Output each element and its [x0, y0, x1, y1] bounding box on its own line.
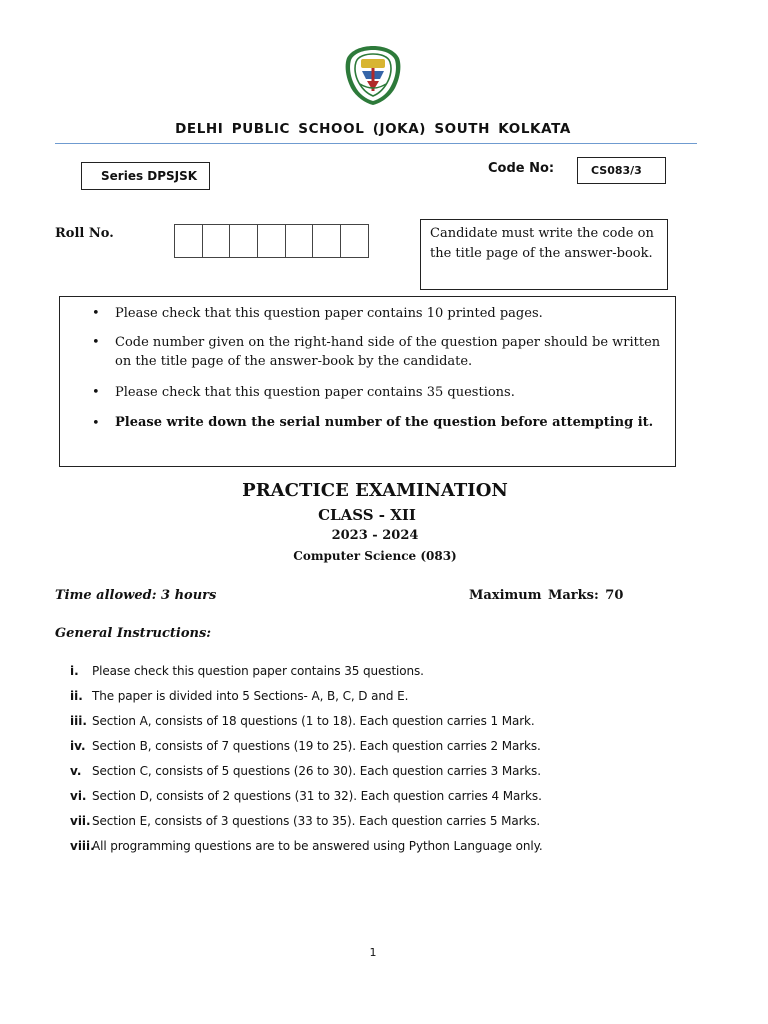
instruction-text: All programming questions are to be answered using Python Language only. [92, 839, 543, 853]
notice-text: Code number given on the right-hand side of the question paper should be written on the title page of the answer-book by the candidate. [115, 335, 661, 369]
instruction-item [0, 664, 768, 684]
code-box: CS083/3 [577, 157, 666, 184]
notice-text: Please check that this question paper contains 35 questions. [115, 385, 515, 400]
maximum-marks: Maximum Marks: 70 [469, 588, 624, 603]
instruction-text: Section D, consists of 2 questions (31 to 32). Each question carries 4 Marks. [92, 789, 542, 803]
instruction-item [0, 689, 768, 709]
notice-text: Please check that this question paper contains 10 printed pages. [115, 306, 543, 321]
instruction-number: ii. [70, 689, 83, 703]
general-instructions-heading: General Instructions: [55, 626, 212, 641]
code-label: Code No: [488, 161, 555, 176]
instruction-text: Section A, consists of 18 questions (1 to 18). Each question carries 1 Mark. [92, 714, 535, 728]
time-allowed: Time allowed: 3 hours [55, 588, 217, 603]
instruction-text: The paper is divided into 5 Sections- A, B, C, D and E. [92, 689, 409, 703]
instruction-number: iii. [70, 714, 87, 728]
instruction-number: iv. [70, 739, 86, 753]
instruction-number: viii. [70, 839, 95, 853]
candidate-note: Candidate must write the code on the title page of the answer-book. [420, 219, 668, 290]
academic-year: 2023 - 2024 [331, 528, 419, 543]
header-divider [55, 143, 697, 144]
bullet-icon: • [92, 416, 100, 431]
subject-name: Computer Science (083) [293, 549, 457, 563]
bullet-icon: • [92, 335, 100, 350]
instruction-item [0, 814, 768, 834]
roll-number-cell[interactable] [229, 224, 258, 258]
school-name: DELHI PUBLIC SCHOOL (JOKA) SOUTH KOLKATA [175, 121, 571, 137]
roll-number-grid[interactable] [175, 224, 369, 258]
instruction-text: Please check this question paper contains 35 questions. [92, 664, 424, 678]
roll-number-cell[interactable] [312, 224, 341, 258]
class-label: CLASS - XII [318, 506, 416, 524]
roll-number-cell[interactable] [340, 224, 369, 258]
instruction-text: Section E, consists of 3 questions (33 to 35). Each question carries 5 Marks. [92, 814, 541, 828]
instruction-item [0, 839, 768, 859]
roll-number-cell[interactable] [202, 224, 231, 258]
instruction-number: i. [70, 664, 79, 678]
instruction-number: vi. [70, 789, 87, 803]
series-box: Series DPSJSK [81, 162, 210, 190]
exam-title: PRACTICE EXAMINATION [242, 480, 508, 501]
roll-number-cell[interactable] [174, 224, 203, 258]
page-number: 1 [369, 946, 377, 959]
instruction-item [0, 789, 768, 809]
instruction-item [0, 739, 768, 759]
notice-text: Please write down the serial number of the question before attempting it. [115, 415, 654, 430]
instruction-item [0, 714, 768, 734]
roll-number-cell[interactable] [257, 224, 286, 258]
bullet-icon: • [92, 385, 100, 400]
instruction-item [0, 764, 768, 784]
notice-box [59, 296, 676, 467]
school-crest-icon [342, 44, 404, 106]
instruction-number: vii. [70, 814, 91, 828]
instruction-number: v. [70, 764, 82, 778]
roll-number-cell[interactable] [285, 224, 314, 258]
bullet-icon: • [92, 306, 100, 321]
roll-number-label: Roll No. [55, 226, 114, 241]
instruction-text: Section B, consists of 7 questions (19 to 25). Each question carries 2 Marks. [92, 739, 541, 753]
instruction-text: Section C, consists of 5 questions (26 to 30). Each question carries 3 Marks. [92, 764, 541, 778]
